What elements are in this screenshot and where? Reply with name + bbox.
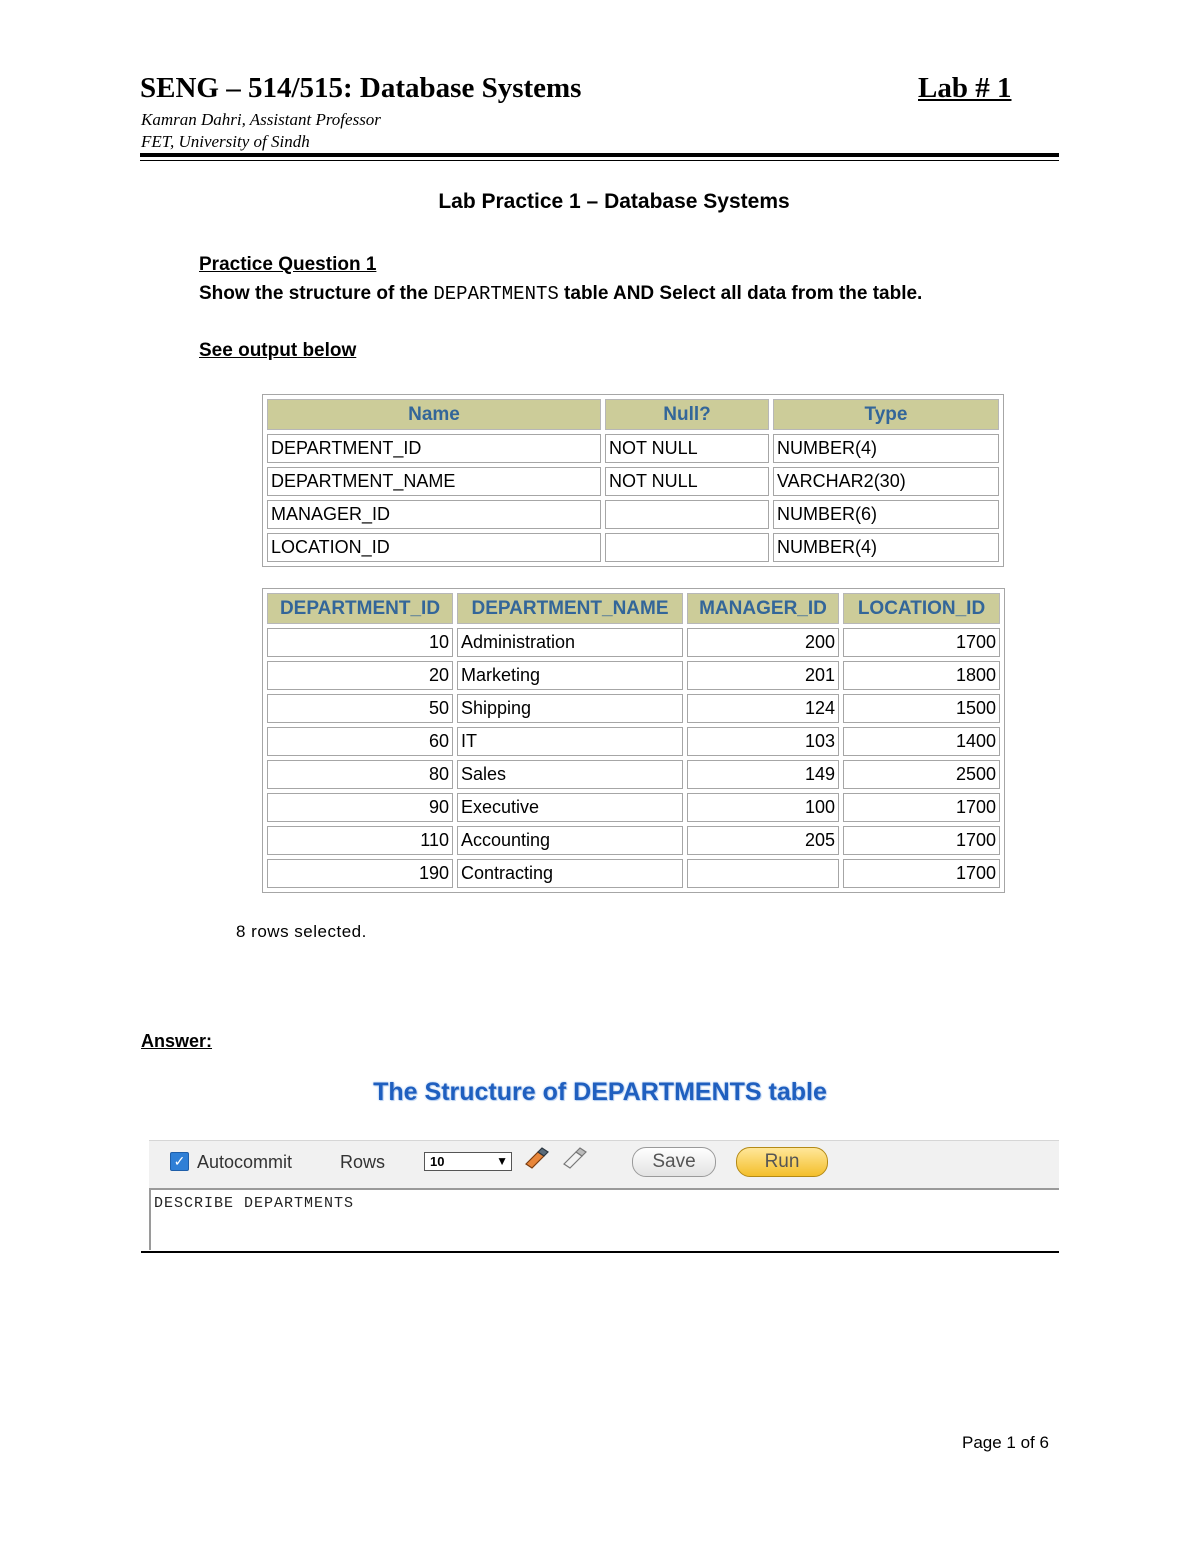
table-cell: 1400	[843, 727, 1000, 756]
column-header: MANAGER_ID	[687, 593, 839, 624]
document-heading: Lab Practice 1 – Database Systems	[438, 190, 790, 213]
table-cell: Administration	[457, 628, 683, 657]
table-cell: MANAGER_ID	[267, 500, 601, 529]
table-cell: Shipping	[457, 694, 683, 723]
chevron-down-icon: ▼	[496, 1154, 508, 1168]
question-title: Practice Question 1	[199, 254, 377, 275]
table-cell: 1700	[843, 793, 1000, 822]
column-header: Type	[773, 399, 999, 430]
table-row	[267, 826, 1000, 855]
rows-label: Rows	[340, 1152, 386, 1172]
sql-editor[interactable]: DESCRIBE DEPARTMENTS	[154, 1195, 355, 1212]
table-row	[267, 793, 1000, 822]
table-cell: 50	[267, 694, 453, 723]
table-cell: 1800	[843, 661, 1000, 690]
save-button[interactable]: Save	[632, 1147, 716, 1177]
table-cell: 201	[687, 661, 839, 690]
table-cell: 190	[267, 859, 453, 888]
table-cell: DEPARTMENT_NAME	[267, 467, 601, 496]
table-row	[267, 694, 1000, 723]
course-title: SENG – 514/515: Database Systems	[140, 72, 582, 104]
table-cell	[605, 500, 769, 529]
departments-data-table	[262, 588, 1005, 893]
table-cell: 2500	[843, 760, 1000, 789]
question-text	[199, 283, 922, 305]
table-row	[267, 661, 1000, 690]
eraser-icon[interactable]	[522, 1146, 550, 1176]
autocommit-checkbox[interactable]: ✓	[170, 1152, 189, 1171]
table-cell: VARCHAR2(30)	[773, 467, 999, 496]
clear-icon[interactable]	[560, 1146, 588, 1176]
table-row	[267, 628, 1000, 657]
question-text-before: Show the structure of the	[199, 283, 434, 304]
table-cell: LOCATION_ID	[267, 533, 601, 562]
page-number: Page 1 of 6	[962, 1433, 1049, 1452]
structure-title: The Structure of DEPARTMENTS table	[373, 1078, 827, 1106]
table-cell: NUMBER(4)	[773, 434, 999, 463]
table-cell: IT	[457, 727, 683, 756]
table-cell: 60	[267, 727, 453, 756]
table-cell: 1700	[843, 628, 1000, 657]
table-cell: 80	[267, 760, 453, 789]
table-cell: 205	[687, 826, 839, 855]
table-cell: 1700	[843, 826, 1000, 855]
affiliation-line: FET, University of Sindh	[141, 132, 310, 151]
table-header-row	[267, 399, 999, 430]
table-cell: NOT NULL	[605, 467, 769, 496]
table-cell: Contracting	[457, 859, 683, 888]
section-rule	[141, 1251, 1059, 1253]
table-cell: 20	[267, 661, 453, 690]
table-row	[267, 533, 999, 562]
lab-number: Lab # 1	[918, 72, 1012, 104]
table-row	[267, 500, 999, 529]
table-cell: 110	[267, 826, 453, 855]
table-cell: Marketing	[457, 661, 683, 690]
column-header: DEPARTMENT_ID	[267, 593, 453, 624]
toolbar-divider	[149, 1188, 1059, 1190]
table-cell: 149	[687, 760, 839, 789]
describe-table	[262, 394, 1004, 567]
table-cell	[605, 533, 769, 562]
table-header-row	[267, 593, 1000, 624]
column-header: Null?	[605, 399, 769, 430]
table-cell: Sales	[457, 760, 683, 789]
author-line: Kamran Dahri, Assistant Professor	[141, 110, 381, 129]
table-row	[267, 467, 999, 496]
table-cell: Accounting	[457, 826, 683, 855]
run-button[interactable]: Run	[736, 1147, 828, 1177]
table-row	[267, 760, 1000, 789]
editor-border	[149, 1190, 151, 1250]
table-cell: NUMBER(4)	[773, 533, 999, 562]
rows-select[interactable]	[424, 1152, 512, 1171]
table-row	[267, 859, 1000, 888]
autocommit-label: Autocommit	[197, 1152, 293, 1172]
column-header: LOCATION_ID	[843, 593, 1000, 624]
see-output-label: See output below	[199, 340, 357, 361]
table-cell: Executive	[457, 793, 683, 822]
table-cell: 90	[267, 793, 453, 822]
table-cell: 100	[687, 793, 839, 822]
table-cell: 200	[687, 628, 839, 657]
rows-select-value: 10	[430, 1154, 445, 1169]
table-row	[267, 434, 999, 463]
table-cell: 10	[267, 628, 453, 657]
question-table-name: DEPARTMENTS	[433, 283, 559, 305]
column-header: Name	[267, 399, 601, 430]
table-cell: NOT NULL	[605, 434, 769, 463]
header-rule	[140, 153, 1059, 157]
question-text-after: table AND Select all data from the table.	[558, 283, 923, 304]
header-rule-thin	[140, 160, 1059, 161]
table-row	[267, 727, 1000, 756]
answer-label: Answer:	[141, 1031, 213, 1051]
table-cell: 124	[687, 694, 839, 723]
table-cell	[687, 859, 839, 888]
table-cell: 1500	[843, 694, 1000, 723]
rows-selected-text: 8 rows selected.	[236, 922, 367, 941]
table-cell: DEPARTMENT_ID	[267, 434, 601, 463]
table-cell: NUMBER(6)	[773, 500, 999, 529]
column-header: DEPARTMENT_NAME	[457, 593, 683, 624]
table-cell: 1700	[843, 859, 1000, 888]
table-cell: 103	[687, 727, 839, 756]
